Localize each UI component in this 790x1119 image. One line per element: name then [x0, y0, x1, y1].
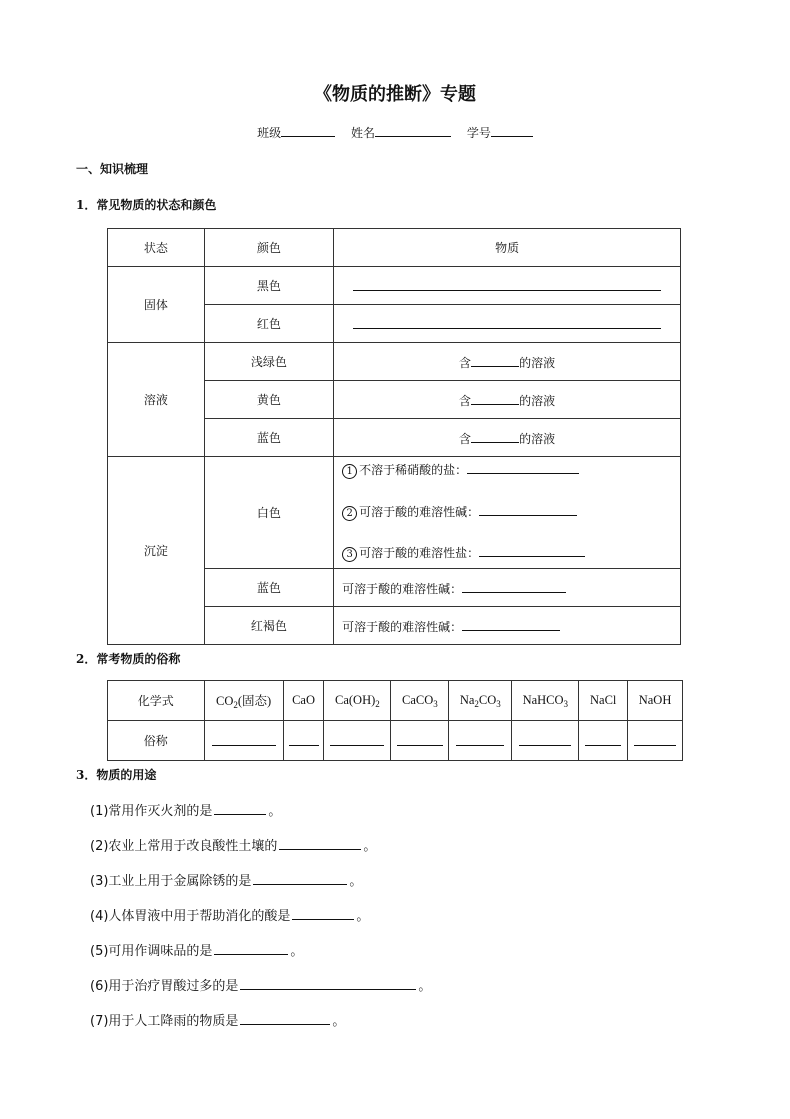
blank-line[interactable] [471, 391, 519, 405]
substance-blue: 含 的溶液 [334, 419, 681, 457]
name-blank[interactable] [375, 124, 451, 137]
color-blue-solution: 蓝色 [204, 419, 334, 457]
states-colors-table [107, 228, 681, 645]
blank-line[interactable] [330, 732, 384, 746]
state-precipitate: 沉淀 [108, 457, 205, 645]
number-label: 学号 [466, 126, 491, 140]
blank-line[interactable] [353, 277, 661, 291]
color-red: 红色 [204, 305, 334, 343]
state-solid: 固体 [108, 267, 205, 343]
blank-line[interactable] [479, 543, 585, 557]
color-white: 白色 [204, 457, 334, 569]
use-question-4: (4)人体胃液中用于帮助消化的酸是 。 [90, 905, 369, 924]
blank-line[interactable] [462, 579, 566, 593]
use-question-5: (5)可用作调味品的是 。 [90, 940, 303, 959]
header-color: 颜色 [204, 229, 334, 267]
section-heading-1: 一、知识梳理 [76, 162, 149, 176]
blank-line[interactable] [212, 732, 276, 746]
formula-cao: CaO [283, 681, 324, 721]
formula-co2: $CO_2$(固态) [204, 681, 283, 721]
formula-caco3: CaCO$_3$ [391, 681, 449, 721]
use-question-1: (1)常用作灭火剂的是 。 [90, 800, 281, 819]
common-names-table [107, 680, 683, 761]
substance-yellow: 含 的溶液 [334, 381, 681, 419]
subheading-uses: 3．物质的用途 [76, 768, 157, 782]
blank-line[interactable] [214, 801, 266, 815]
number-blank[interactable] [491, 124, 533, 137]
blank-line[interactable] [253, 871, 347, 885]
student-info [0, 124, 790, 141]
page-title: 《物质的推断》专题 [314, 84, 476, 105]
blank-line[interactable] [462, 617, 560, 631]
subheading-common-names: 2．常考物质的俗称 [76, 652, 181, 666]
blank-line[interactable] [634, 732, 676, 746]
substance-light-green: 含 的溶液 [334, 343, 681, 381]
common-name-row-label: 俗称 [108, 721, 205, 761]
use-question-3: (3)工业上用于金属除锈的是 。 [90, 870, 362, 889]
number-circle: 2 [342, 506, 357, 521]
formula-na2co3: $Na_2CO_3$ [449, 681, 512, 721]
color-light-green: 浅绿色 [204, 343, 334, 381]
class-label: 班级 [257, 126, 282, 140]
color-black: 黑色 [204, 267, 334, 305]
blank-line[interactable] [240, 1011, 330, 1025]
blank-line[interactable] [353, 315, 661, 329]
substance-red [334, 305, 681, 343]
color-blue-precipitate: 蓝色 [204, 569, 334, 607]
use-question-2: (2)农业上常用于改良酸性土壤的 。 [90, 835, 376, 854]
header-substance: 物质 [334, 229, 681, 267]
formula-nacl: NaCl [579, 681, 628, 721]
blank-line[interactable] [456, 732, 504, 746]
blank-line[interactable] [397, 732, 443, 746]
blank-line[interactable] [240, 976, 416, 990]
class-blank[interactable] [281, 124, 335, 137]
blank-line[interactable] [467, 460, 579, 474]
number-circle: 3 [342, 547, 357, 562]
formula-caoh2: $Ca(OH)_2$ [324, 681, 391, 721]
blank-line[interactable] [471, 353, 519, 367]
blank-line[interactable] [479, 502, 577, 516]
state-solution: 溶液 [108, 343, 205, 457]
blank-line[interactable] [279, 836, 361, 850]
color-red-brown: 红褐色 [204, 607, 334, 645]
formula-naoh: NaOH [628, 681, 683, 721]
name-label: 姓名 [350, 126, 375, 140]
substance-black [334, 267, 681, 305]
use-question-6: (6)用于治疗胃酸过多的是 。 [90, 975, 431, 994]
subheading-states-colors: 1．常见物质的状态和颜色 [76, 198, 217, 212]
blank-line[interactable] [292, 906, 354, 920]
blank-line[interactable] [289, 732, 319, 746]
formula-row-label: 化学式 [108, 681, 205, 721]
blank-line[interactable] [519, 732, 571, 746]
substance-white: 1 不溶于稀硝酸的盐： 2 可溶于酸的难溶性碱： 3 可溶于酸的难溶性盐： [334, 457, 681, 569]
number-circle: 1 [342, 464, 357, 479]
blank-line[interactable] [585, 732, 621, 746]
substance-blue-precipitate: 可溶于酸的难溶性碱： [334, 569, 681, 607]
color-yellow: 黄色 [204, 381, 334, 419]
blank-line[interactable] [214, 941, 288, 955]
formula-nahco3: NaHCO$_3$ [512, 681, 579, 721]
blank-line[interactable] [471, 429, 519, 443]
use-question-7: (7)用于人工降雨的物质是 。 [90, 1010, 345, 1029]
substance-red-brown: 可溶于酸的难溶性碱： [334, 607, 681, 645]
header-state: 状态 [108, 229, 205, 267]
